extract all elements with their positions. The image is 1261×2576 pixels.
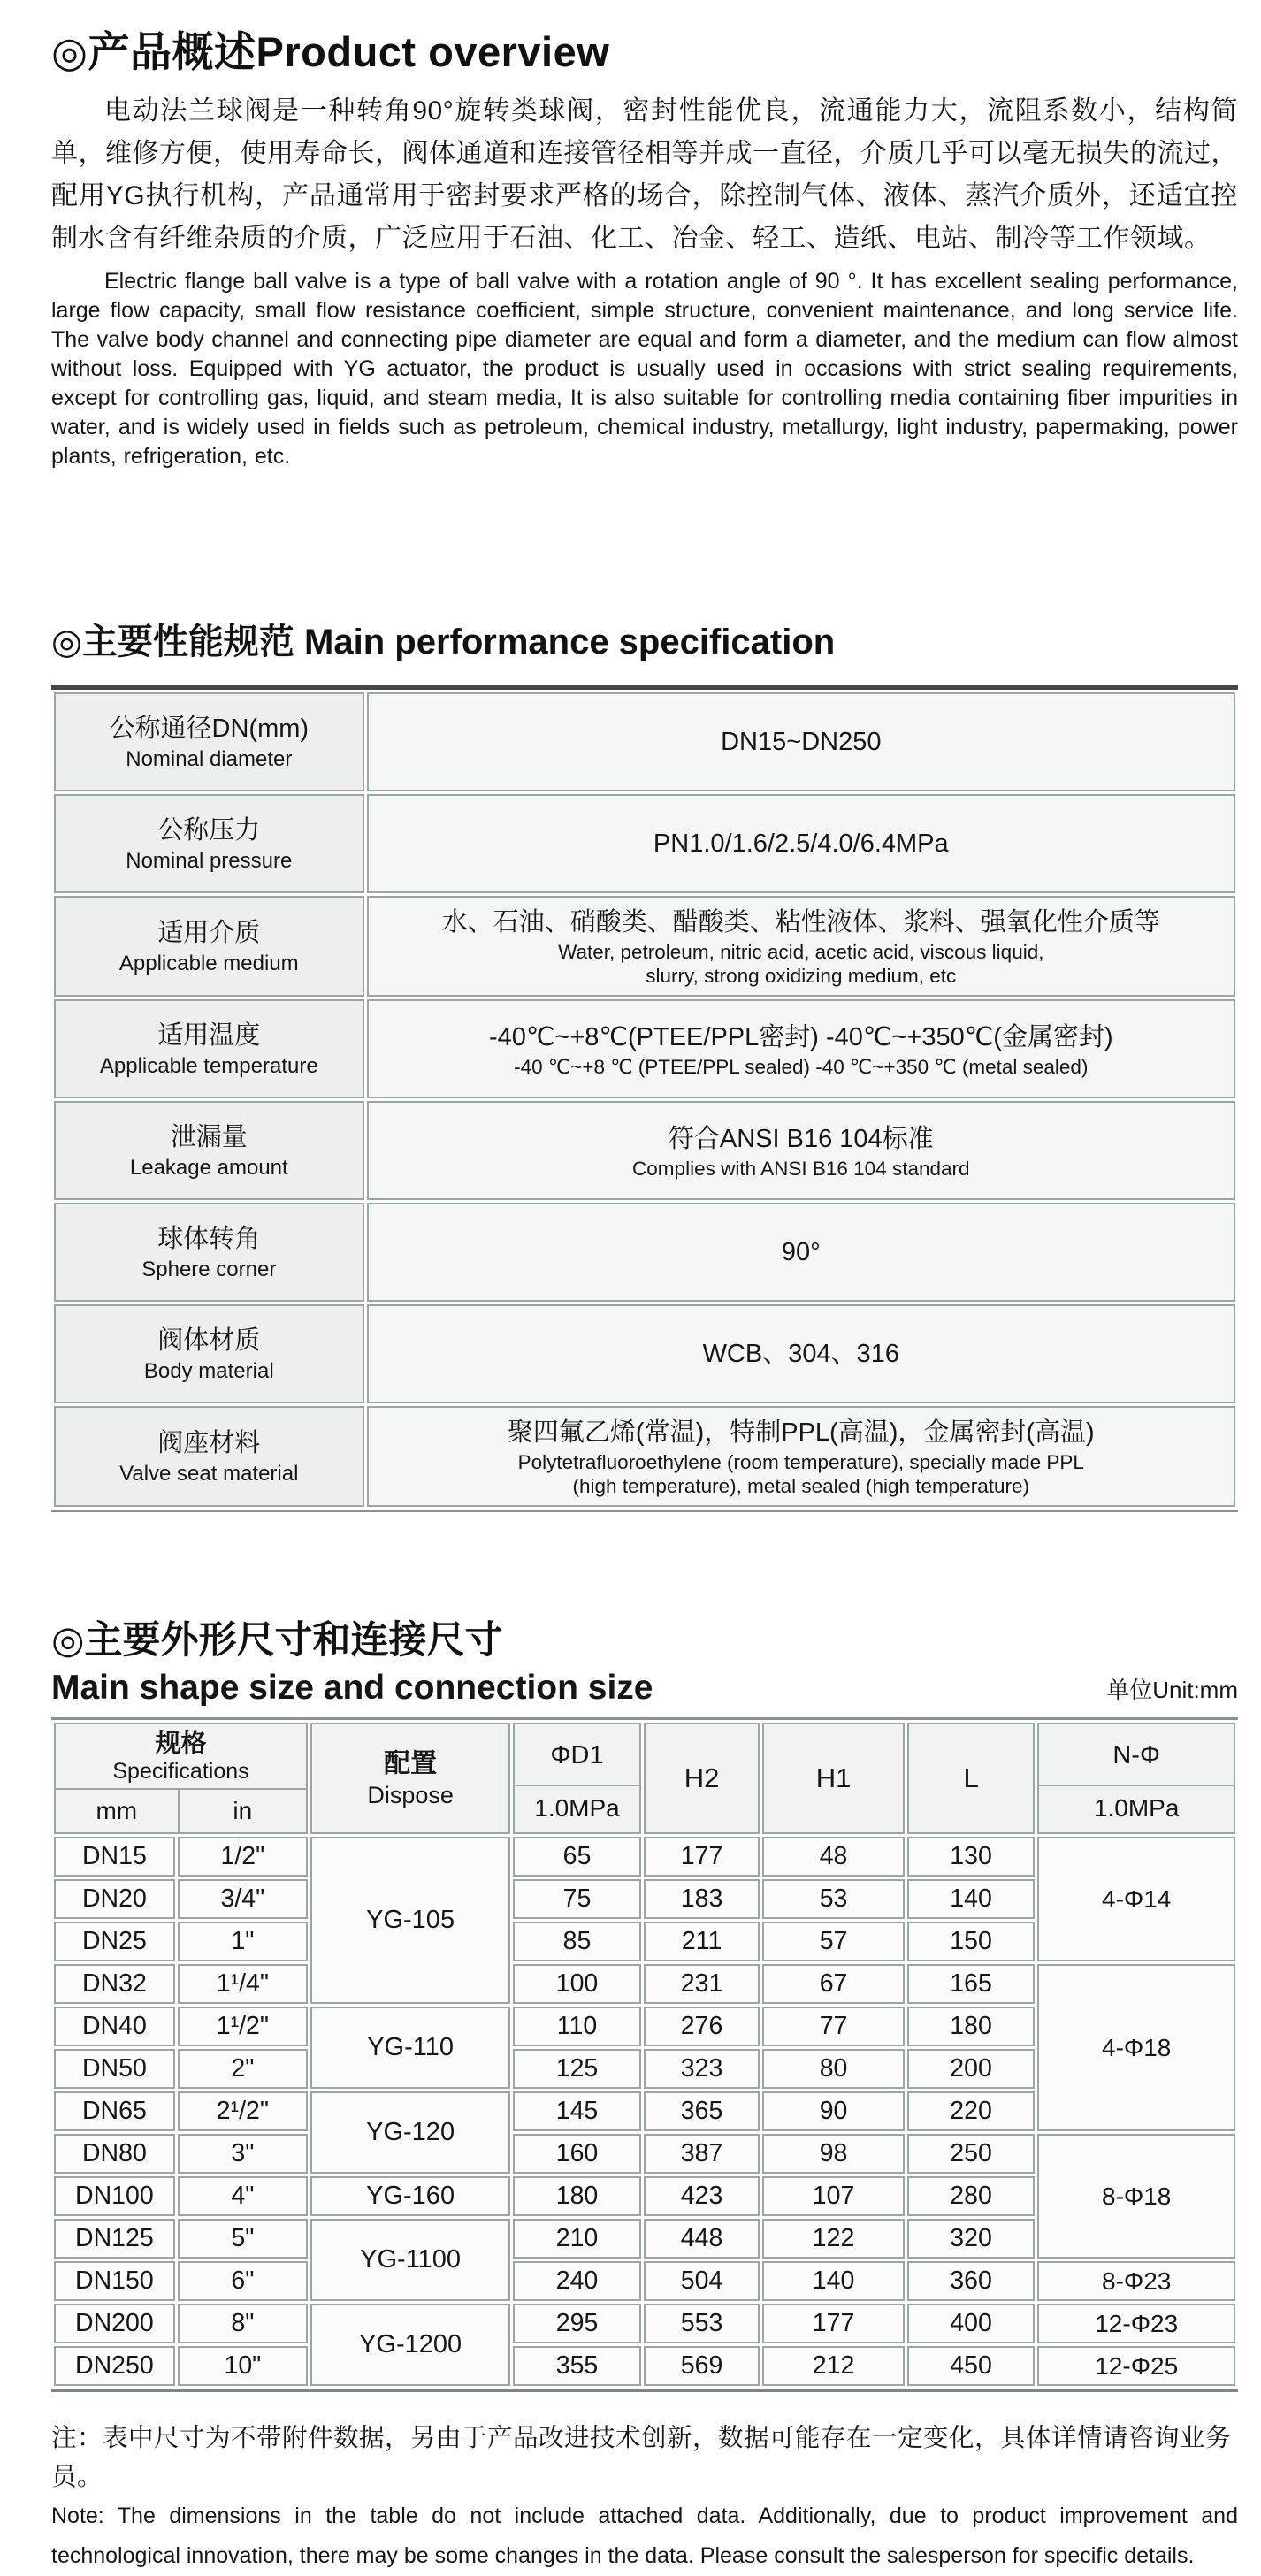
cell-dn: DN50 xyxy=(54,2049,175,2089)
cell-dn: DN65 xyxy=(54,2091,175,2131)
cell-d1: 100 xyxy=(513,1964,641,2004)
cell-h2: 504 xyxy=(644,2261,760,2301)
spec-row xyxy=(54,1406,1235,1507)
spec-value-cell xyxy=(367,692,1235,791)
spec-value-main: 水、石油、硝酸类、醋酸类、粘性液体、浆料、强氧化性介质等 xyxy=(441,908,1160,936)
header-l: L xyxy=(907,1723,1036,1834)
cell-d1: 85 xyxy=(513,1922,641,1961)
header-n-label: N-Φ xyxy=(1112,1740,1161,1770)
cell-inch: 1/2" xyxy=(178,1837,308,1877)
spec-label-zh: 泄漏量 xyxy=(170,1123,248,1151)
cell-h2: 211 xyxy=(644,1922,760,1961)
cell-dn: DN150 xyxy=(54,2261,175,2301)
spec-value-sub: Complies with ANSI B16 104 standard xyxy=(632,1157,970,1180)
cell-h1: 122 xyxy=(762,2219,904,2259)
cell-inch: 1" xyxy=(178,1922,308,1961)
dims-row xyxy=(54,2134,1235,2174)
cell-dn: DN15 xyxy=(54,1837,175,1877)
footnote-zh: 注：表中尺寸为不带附件数据，另由于产品改进技术创新，数据可能存在一定变化，具体详情请咨询业务员。 xyxy=(51,2424,1232,2491)
cell-h2: 276 xyxy=(644,2007,760,2046)
header-specifications xyxy=(54,1723,308,1834)
spec-row xyxy=(54,999,1235,1098)
footnote xyxy=(51,2419,1238,2576)
cell-h2: 231 xyxy=(644,1964,760,2004)
spec-label-cell xyxy=(54,1406,364,1507)
cell-dn: DN25 xyxy=(54,1922,175,1961)
spec-row xyxy=(54,1203,1235,1302)
cell-l: 220 xyxy=(907,2091,1036,2131)
spec-label-zh: 公称通径DN(mm) xyxy=(109,715,310,743)
spec-value-cell xyxy=(367,794,1235,893)
cell-d1: 160 xyxy=(513,2134,641,2174)
cell-dn: DN80 xyxy=(54,2134,175,2174)
cell-d1: 180 xyxy=(513,2176,641,2216)
cell-d1: 295 xyxy=(513,2304,641,2343)
header-n-pressure: 1.0MPa xyxy=(1039,1785,1234,1831)
spec-label-cell xyxy=(54,896,364,997)
spec-label-cell xyxy=(54,1203,364,1302)
cell-l: 200 xyxy=(907,2049,1036,2089)
header-d1 xyxy=(513,1723,641,1834)
spec-label-en: Valve seat material xyxy=(119,1462,299,1486)
cell-h2: 365 xyxy=(644,2091,760,2131)
cell-d1: 145 xyxy=(513,2091,641,2131)
cell-inch: 5" xyxy=(178,2219,308,2259)
overview-paragraph-en: Electric flange ball valve is a type of ball valve with a rotation angle of 90 °. It has excellent sealing performance, large flow capacity, small flow resistance coefficient, simple structure, convenient maintenance, and long service life. The valve body channel and connecting pipe diameter are equal and form a diameter, and the medium can flow almost without loss. Equipped with YG actuator, the product is usually used in occasions with strict sealing requirements, except for controlling gas, liquid, and steam media, It is also suitable for controlling media containing fiber impurities in water, and is widely used in fields such as petroleum, chemical industry, metallurgy, light industry, papermaking, power plants, refrigeration, etc. xyxy=(51,269,1238,469)
overview-paragraph-zh: 电动法兰球阀是一种转角90°旋转类球阀，密封性能优良，流通能力大，流阻系数小，结构简单，维修方便，使用寿命长，阀体通道和连接管径相等并成一直径，介质几乎可以毫无损失的流过，配用YG执行机构，产品通常用于密封要求严格的场合，除控制气体、液体、蒸汽介质外，还适宜控制水含有纤维杂质的介质，广泛应用于石油、化工、冶金、轻工、造纸、电站、制冷等工作领域。 xyxy=(51,96,1238,253)
cell-dn: DN32 xyxy=(54,1964,175,2004)
header-h2: H2 xyxy=(644,1723,760,1834)
cell-h1: 80 xyxy=(762,2049,904,2089)
cell-l: 280 xyxy=(907,2176,1036,2216)
spec-label-zh: 球体转角 xyxy=(157,1225,261,1253)
dims-row xyxy=(54,2261,1235,2301)
section-bullet-icon: ◎ xyxy=(51,1619,85,1662)
cell-inch: 1¹/4" xyxy=(178,1964,308,2004)
cell-h1: 140 xyxy=(762,2261,904,2301)
cell-h1: 107 xyxy=(762,2176,904,2216)
spec-label-en: Leakage amount xyxy=(129,1156,288,1180)
spec-label-zh: 阀座材料 xyxy=(157,1429,261,1457)
cell-dn: DN100 xyxy=(54,2176,175,2216)
spec-label-en: Applicable medium xyxy=(118,952,299,975)
cell-dispose: YG-120 xyxy=(310,2091,510,2174)
unit-label: 单位Unit:mm xyxy=(1106,1677,1238,1703)
dims-row xyxy=(54,1837,1235,1877)
spec-value-main: 90° xyxy=(781,1238,821,1266)
cell-inch: 2" xyxy=(178,2049,308,2089)
header-d1-pressure: 1.0MPa xyxy=(515,1785,639,1831)
spec-label-zh: 适用介质 xyxy=(157,919,261,947)
spec-value-sub: Water, petroleum, nitric acid, acetic acid, viscous liquid, xyxy=(558,941,1044,963)
header-spec-zh: 规格 xyxy=(155,1729,207,1758)
cell-d1: 65 xyxy=(513,1837,641,1877)
spec-value-cell xyxy=(367,1406,1235,1507)
cell-dispose: YG-1100 xyxy=(310,2219,510,2301)
header-mm: mm xyxy=(96,1797,138,1824)
cell-d1: 75 xyxy=(513,1879,641,1919)
dims-header-row xyxy=(54,1723,1235,1834)
header-h1: H1 xyxy=(762,1723,904,1834)
cell-inch: 1¹/2" xyxy=(178,2007,308,2046)
cell-l: 360 xyxy=(907,2261,1036,2301)
spec-label-cell xyxy=(54,999,364,1098)
cell-l: 150 xyxy=(907,1922,1036,1961)
spec-label-en: Nominal pressure xyxy=(126,849,293,873)
header-in: in xyxy=(178,1790,306,1832)
cell-l: 130 xyxy=(907,1837,1036,1877)
overview-title-zh: 产品概述 xyxy=(88,28,256,75)
cell-dispose: YG-1200 xyxy=(310,2304,510,2386)
cell-h2: 183 xyxy=(644,1879,760,1919)
cell-h2: 423 xyxy=(644,2176,760,2216)
spec-value-main: 符合ANSI B16 104标准 xyxy=(668,1124,934,1153)
spec-label-cell xyxy=(54,794,364,893)
cell-h1: 77 xyxy=(762,2007,904,2046)
spec-value-sub: slurry, strong oxidizing medium, etc xyxy=(646,965,957,987)
cell-dispose: YG-110 xyxy=(310,2007,510,2089)
spec-label-zh: 阀体材质 xyxy=(157,1326,261,1355)
cell-inch: 6" xyxy=(178,2261,308,2301)
cell-dn: DN200 xyxy=(54,2304,175,2343)
dimensions-title-zh-line xyxy=(51,1617,1238,1664)
spec-value-main: PN1.0/1.6/2.5/4.0/6.4MPa xyxy=(653,829,949,858)
cell-l: 165 xyxy=(907,1964,1036,2004)
cell-d1: 210 xyxy=(513,2219,641,2259)
section-bullet-icon: ◎ xyxy=(51,623,82,661)
spec-label-cell xyxy=(54,692,364,791)
overview-title xyxy=(51,0,1238,78)
cell-n-phi: 12-Φ25 xyxy=(1037,2346,1235,2386)
performance-table xyxy=(51,690,1238,1510)
spec-value-sub: (high temperature), metal sealed (high temperature) xyxy=(572,1475,1030,1497)
cell-inch: 8" xyxy=(178,2304,308,2343)
cell-d1: 355 xyxy=(513,2346,641,2386)
cell-inch: 10" xyxy=(178,2346,308,2386)
spec-label-en: Nominal diameter xyxy=(126,747,293,771)
performance-title-en xyxy=(294,623,304,661)
cell-n-phi: 4-Φ14 xyxy=(1037,1837,1235,1961)
cell-inch: 2¹/2" xyxy=(178,2091,308,2131)
cell-dn: DN20 xyxy=(54,1879,175,1919)
spec-value-main: DN15~DN250 xyxy=(721,728,882,756)
cell-h2: 387 xyxy=(644,2134,760,2174)
performance-title-en-text: Main performance specification xyxy=(304,623,836,661)
spec-label-cell xyxy=(54,1101,364,1200)
spec-value-sub: -40 ℃~+8 ℃ (PTEE/PPL sealed) -40 ℃~+350 ℃ (metal sealed) xyxy=(514,1055,1089,1078)
cell-h1: 53 xyxy=(762,1879,904,1919)
cell-inch: 3" xyxy=(178,2134,308,2174)
cell-dn: DN40 xyxy=(54,2007,175,2046)
cell-h2: 569 xyxy=(644,2346,760,2386)
dimensions-table xyxy=(51,1720,1238,2389)
cell-h2: 323 xyxy=(644,2049,760,2089)
header-spec-en: Specifications xyxy=(112,1758,249,1784)
spec-value-sub: Polytetrafluoroethylene (room temperature), specially made PPL xyxy=(517,1451,1084,1473)
cell-d1: 240 xyxy=(513,2261,641,2301)
cell-h2: 448 xyxy=(644,2219,760,2259)
cell-d1: 125 xyxy=(513,2049,641,2089)
cell-h2: 553 xyxy=(644,2304,760,2343)
header-n xyxy=(1037,1723,1235,1834)
spec-label-zh: 公称压力 xyxy=(157,816,261,845)
header-d1-label: ΦD1 xyxy=(550,1740,604,1770)
spec-row xyxy=(54,794,1235,893)
performance-title-zh: 主要性能规范 xyxy=(81,623,294,661)
spec-value-cell xyxy=(367,1101,1235,1200)
cell-l: 140 xyxy=(907,1879,1036,1919)
cell-h1: 48 xyxy=(762,1837,904,1877)
header-dispose-zh: 配置 xyxy=(384,1749,438,1778)
cell-h1: 98 xyxy=(762,2134,904,2174)
spec-value-cell xyxy=(367,896,1235,997)
cell-h1: 57 xyxy=(762,1922,904,1961)
spec-value-cell xyxy=(367,1203,1235,1302)
dimensions-title-en: Main shape size and connection size xyxy=(51,1669,653,1707)
header-dispose xyxy=(310,1723,510,1834)
spec-row xyxy=(54,896,1235,997)
dims-row xyxy=(54,2346,1235,2386)
spec-value-main: 聚四氟乙烯(常温)，特制PPL(高温)，金属密封(高温) xyxy=(507,1418,1095,1447)
dimensions-subtitle-row xyxy=(51,1668,1238,1708)
cell-n-phi: 8-Φ23 xyxy=(1037,2261,1235,2301)
cell-h1: 90 xyxy=(762,2091,904,2131)
spec-label-cell xyxy=(54,1304,364,1403)
section-bullet-icon: ◎ xyxy=(51,28,88,75)
performance-title xyxy=(51,620,1238,664)
cell-inch: 4" xyxy=(178,2176,308,2216)
cell-n-phi: 8-Φ18 xyxy=(1037,2134,1235,2259)
dimensions-table-wrap xyxy=(51,1717,1238,2392)
spec-label-en: Sphere corner xyxy=(141,1257,277,1281)
cell-dn: DN250 xyxy=(54,2346,175,2386)
cell-h1: 212 xyxy=(762,2346,904,2386)
spec-label-en: Applicable temperature xyxy=(99,1054,318,1078)
spec-label-zh: 适用温度 xyxy=(157,1021,261,1050)
cell-inch: 3/4" xyxy=(178,1879,308,1919)
spec-value-main: -40℃~+8℃(PTEE/PPL密封) -40℃~+350℃(金属密封) xyxy=(488,1022,1113,1051)
spec-row xyxy=(54,692,1235,791)
overview-title-en: Product overview xyxy=(256,28,610,75)
spec-row xyxy=(54,1101,1235,1200)
spec-value-cell xyxy=(367,999,1235,1098)
cell-n-phi: 12-Φ23 xyxy=(1037,2304,1235,2343)
cell-h1: 67 xyxy=(762,1964,904,2004)
spec-row xyxy=(54,1304,1235,1403)
spec-value-main: WCB、304、316 xyxy=(702,1340,899,1368)
cell-h2: 177 xyxy=(644,1837,760,1877)
dims-row xyxy=(54,1964,1235,2004)
cell-l: 320 xyxy=(907,2219,1036,2259)
cell-l: 450 xyxy=(907,2346,1036,2386)
spec-label-en: Body material xyxy=(143,1359,274,1383)
cell-d1: 110 xyxy=(513,2007,641,2046)
cell-l: 400 xyxy=(907,2304,1036,2343)
cell-n-phi: 4-Φ18 xyxy=(1037,1964,1235,2131)
cell-dn: DN125 xyxy=(54,2219,175,2259)
dims-row xyxy=(54,2304,1235,2343)
footnote-en: Note: The dimensions in the table do not include attached data. Additionally, due to product improvement and technological innovation, there may be some changes in the data. Please consult the salesperson for specific details. xyxy=(51,2503,1238,2568)
spec-value-cell xyxy=(367,1304,1235,1403)
performance-table-wrap xyxy=(51,685,1238,1512)
dimensions-title-zh: 主要外形尺寸和连接尺寸 xyxy=(84,1619,503,1662)
header-dispose-en: Dispose xyxy=(367,1782,454,1808)
cell-dispose: YG-160 xyxy=(310,2176,510,2216)
cell-h1: 177 xyxy=(762,2304,904,2343)
cell-dispose: YG-105 xyxy=(310,1837,510,2004)
cell-l: 250 xyxy=(907,2134,1036,2174)
cell-l: 180 xyxy=(907,2007,1036,2046)
